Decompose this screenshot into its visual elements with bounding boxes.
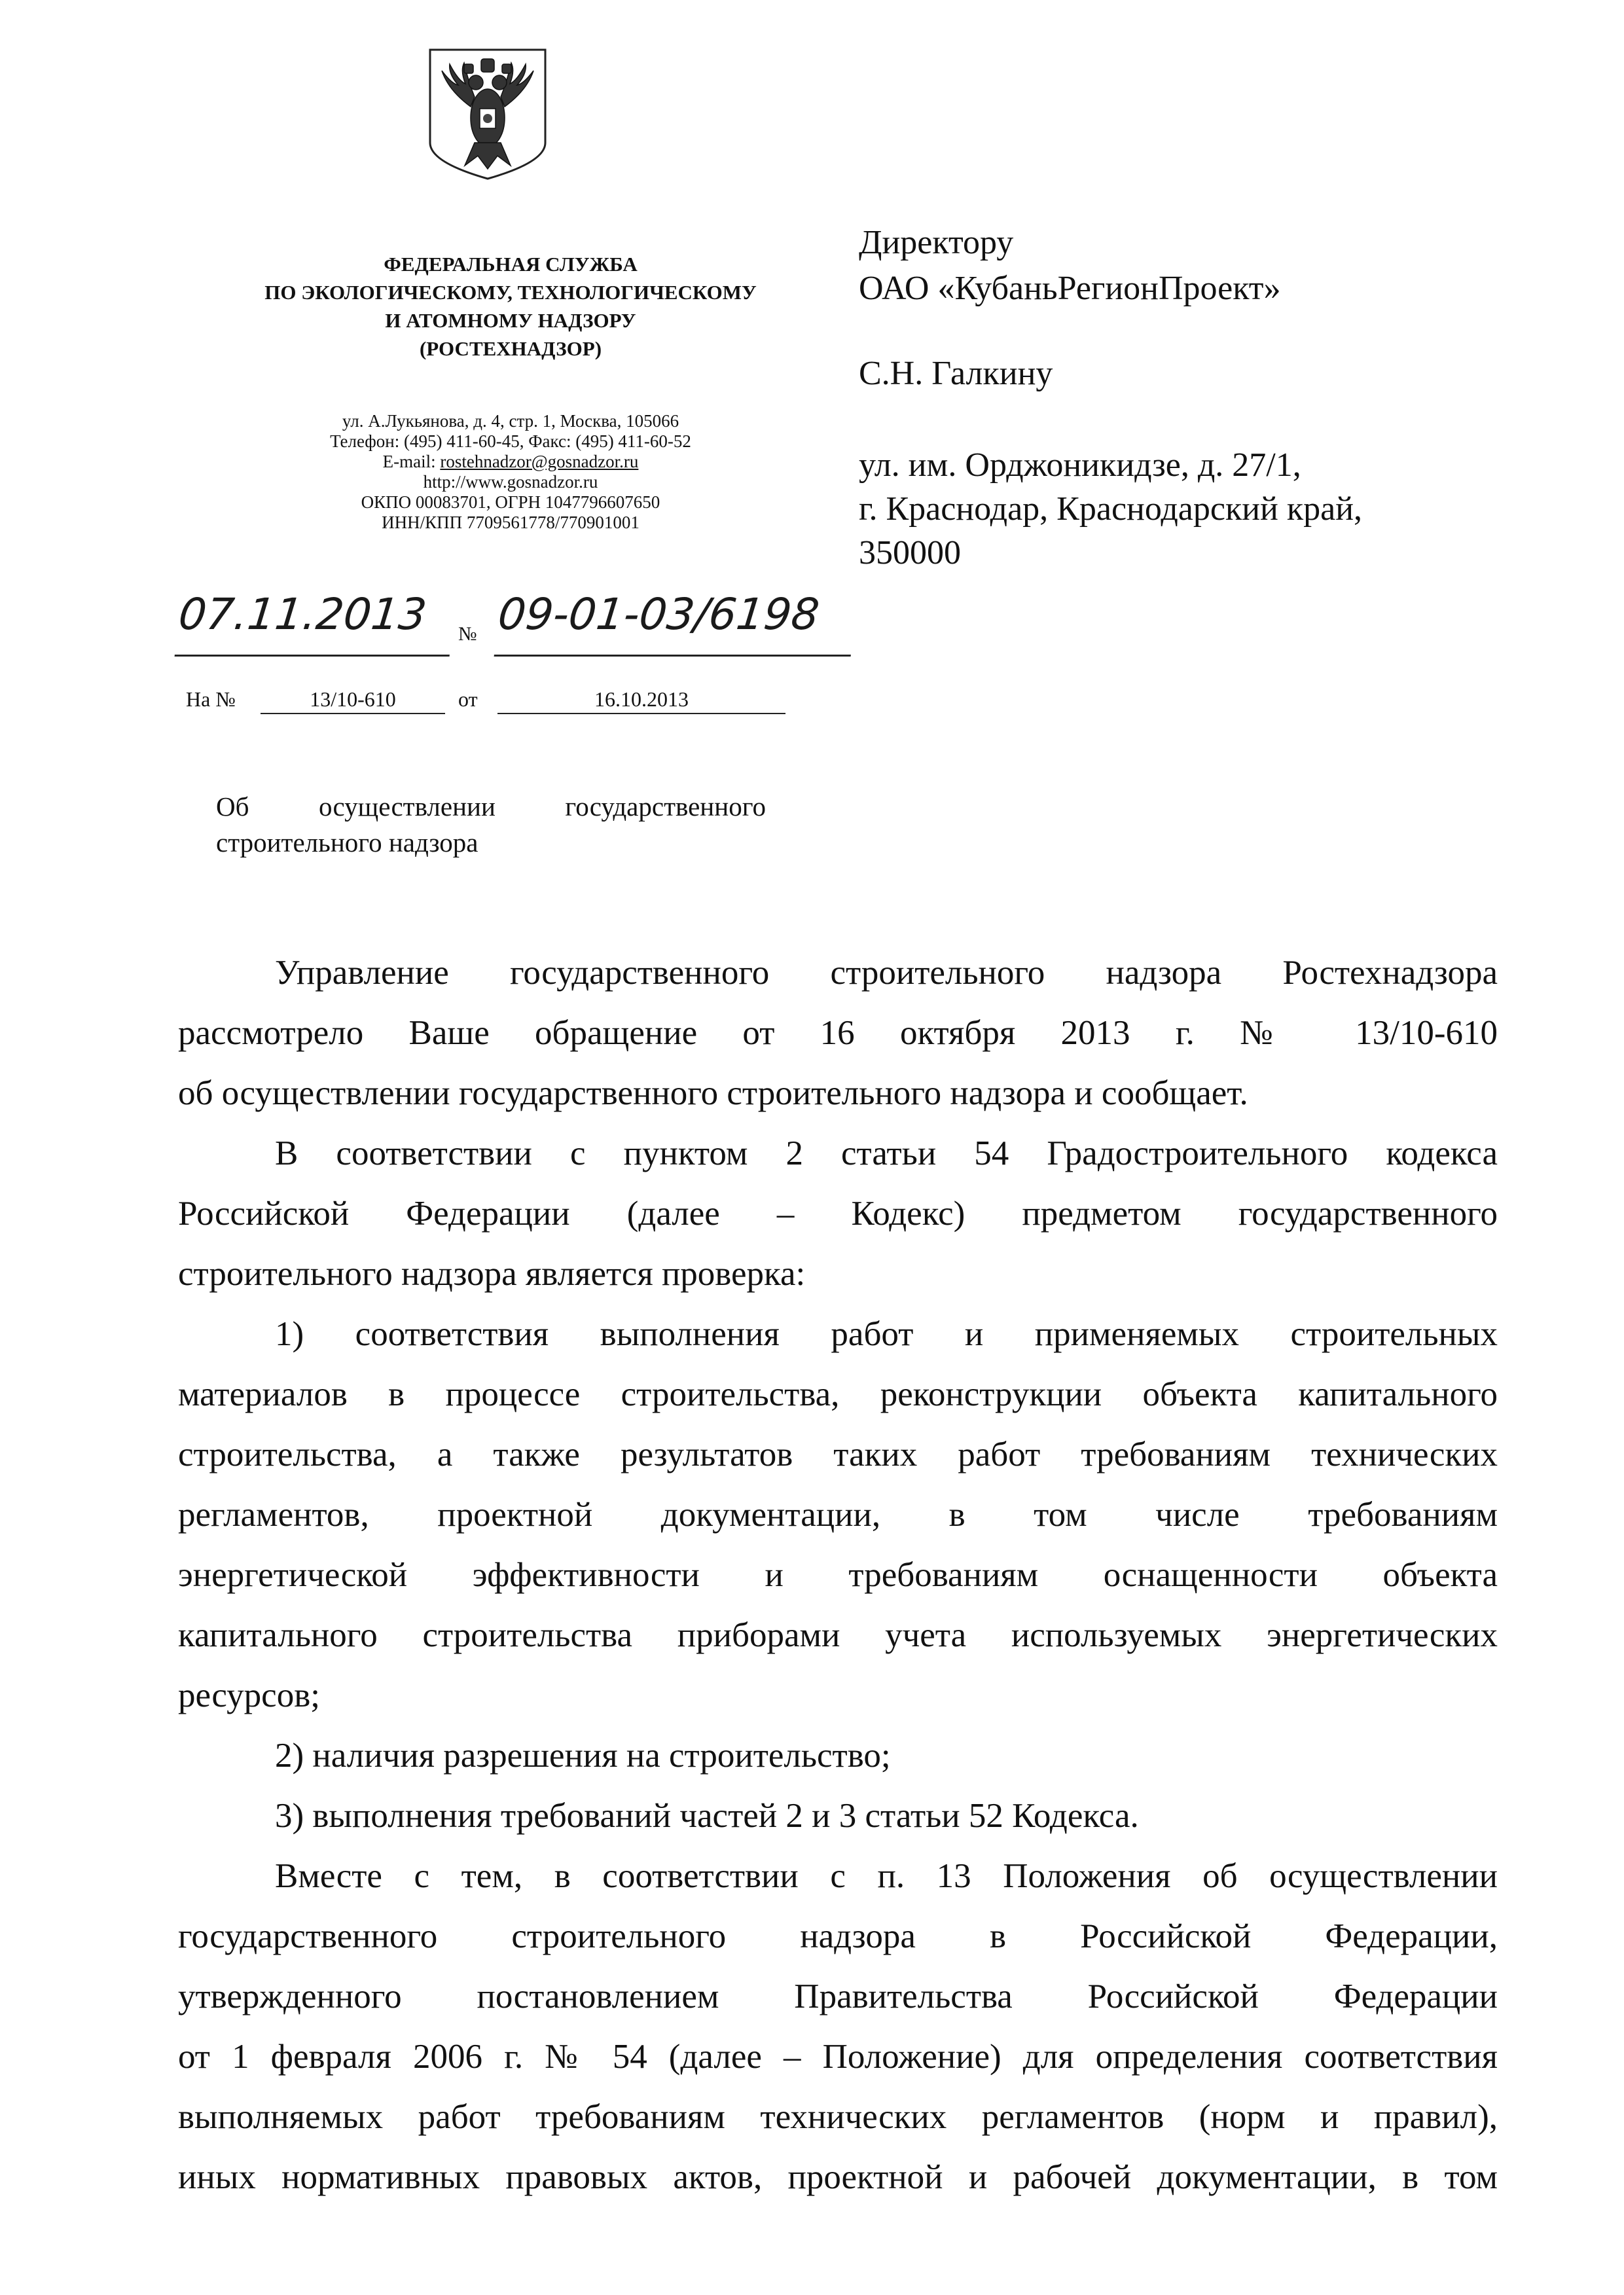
- reference-date: 16.10.2013: [497, 687, 785, 714]
- subject-line: Об осуществлении государственного: [216, 791, 766, 822]
- sender-website[interactable]: http://www.gosnadzor.ru: [423, 472, 598, 492]
- org-line: ПО ЭКОЛОГИЧЕСКОМУ, ТЕХНОЛОГИЧЕСКОМУ: [264, 281, 757, 304]
- org-line: ФЕДЕРАЛЬНАЯ СЛУЖБА: [384, 253, 638, 276]
- letter-subject: [216, 789, 805, 861]
- body-line: Российской Федерации (далее – Кодекс) предметом государственного: [178, 1195, 1498, 1233]
- body-line: выполняемых работ требованиям технических регламентов (норм и правил),: [178, 2098, 1498, 2136]
- sender-organization: [183, 250, 838, 363]
- body-line: В соответствии с пунктом 2 статьи 54 Градостроительного кодекса: [275, 1134, 1498, 1172]
- number-sign: №: [458, 623, 477, 645]
- sender-phone: Телефон: (495) 411-60-45, Факс: (495) 411-60-52: [330, 431, 691, 451]
- recipient-address-line: г. Краснодар, Краснодарский край,: [859, 490, 1363, 528]
- body-line: энергетической эффективности и требованиям оснащенности объекта: [178, 1556, 1498, 1594]
- org-line: (РОСТЕХНАДЗОР): [419, 337, 602, 360]
- email-label: E-mail:: [382, 452, 441, 471]
- body-line: утвержденного постановлением Правительства Российской Федерации: [178, 1978, 1498, 2015]
- body-line: материалов в процессе строительства, реконструкции объекта капитального: [178, 1375, 1498, 1413]
- body-line: 3) выполнения требований частей 2 и 3 статьи 52 Кодекса.: [275, 1797, 1139, 1835]
- registration-date: 07.11.2013: [175, 589, 457, 657]
- body-line: иных нормативных правовых актов, проектной и рабочей документации, в том: [178, 2158, 1498, 2196]
- body-line: 1) соответствия выполнения работ и применяемых строительных: [275, 1315, 1498, 1353]
- email-link[interactable]: rostehnadzor@gosnadzor.ru: [440, 452, 639, 471]
- subject-line: строительного надзора: [216, 827, 478, 858]
- reference-from-label: от: [458, 687, 478, 711]
- body-line: строительства, а также результатов таких работ требованиям технических: [178, 1436, 1498, 1473]
- body-line: государственного строительного надзора в Российской Федерации,: [178, 1917, 1498, 1955]
- letter-body: [178, 943, 1498, 2207]
- sender-inn-kpp: ИНН/КПП 7709561778/770901001: [382, 513, 640, 532]
- sender-address: ул. А.Лукьянова, д. 4, стр. 1, Москва, 105066: [342, 411, 679, 431]
- registration-number: 09-01-03/6198: [494, 589, 858, 657]
- recipient-position: Директору: [859, 224, 1014, 261]
- sender-okpo-ogrn: ОКПО 00083701, ОГРН 1047796607650: [361, 492, 660, 512]
- recipient-name: С.Н. Галкину: [859, 355, 1053, 392]
- recipient-address-line: 350000: [859, 534, 961, 571]
- sender-contacts: [183, 411, 838, 533]
- recipient-company: ОАО «КубаньРегионПроект»: [859, 270, 1281, 307]
- body-line: ресурсов;: [178, 1676, 320, 1714]
- body-line: капитального строительства приборами учета используемых энергетических: [178, 1616, 1498, 1654]
- reference-number: 13/10-610: [261, 687, 445, 714]
- body-line: регламентов, проектной документации, в том числе требованиям: [178, 1496, 1498, 1534]
- reference-label: На №: [186, 687, 236, 711]
- body-line: рассмотрело Ваше обращение от 16 октября 2013 г. № 13/10-610: [178, 1014, 1498, 1052]
- body-line: 2) наличия разрешения на строительство;: [275, 1737, 891, 1775]
- body-line: об осуществлении государственного строительного надзора и сообщает.: [178, 1074, 1248, 1112]
- body-line: Управление государственного строительного надзора Ростехнадзора: [275, 954, 1498, 992]
- body-line: строительного надзора является проверка:: [178, 1255, 806, 1293]
- recipient-address-line: ул. им. Орджоникидзе, д. 27/1,: [859, 446, 1301, 484]
- sender-email-line: [183, 452, 838, 472]
- body-line: Вместе с тем, в соответствии с п. 13 Положения об осуществлении: [275, 1857, 1498, 1895]
- coat-of-arms-icon: [422, 45, 553, 182]
- body-line: от 1 февраля 2006 г. № 54 (далее – Положение) для определения соответствия: [178, 2038, 1498, 2076]
- org-line: И АТОМНОМУ НАДЗОРУ: [385, 309, 636, 332]
